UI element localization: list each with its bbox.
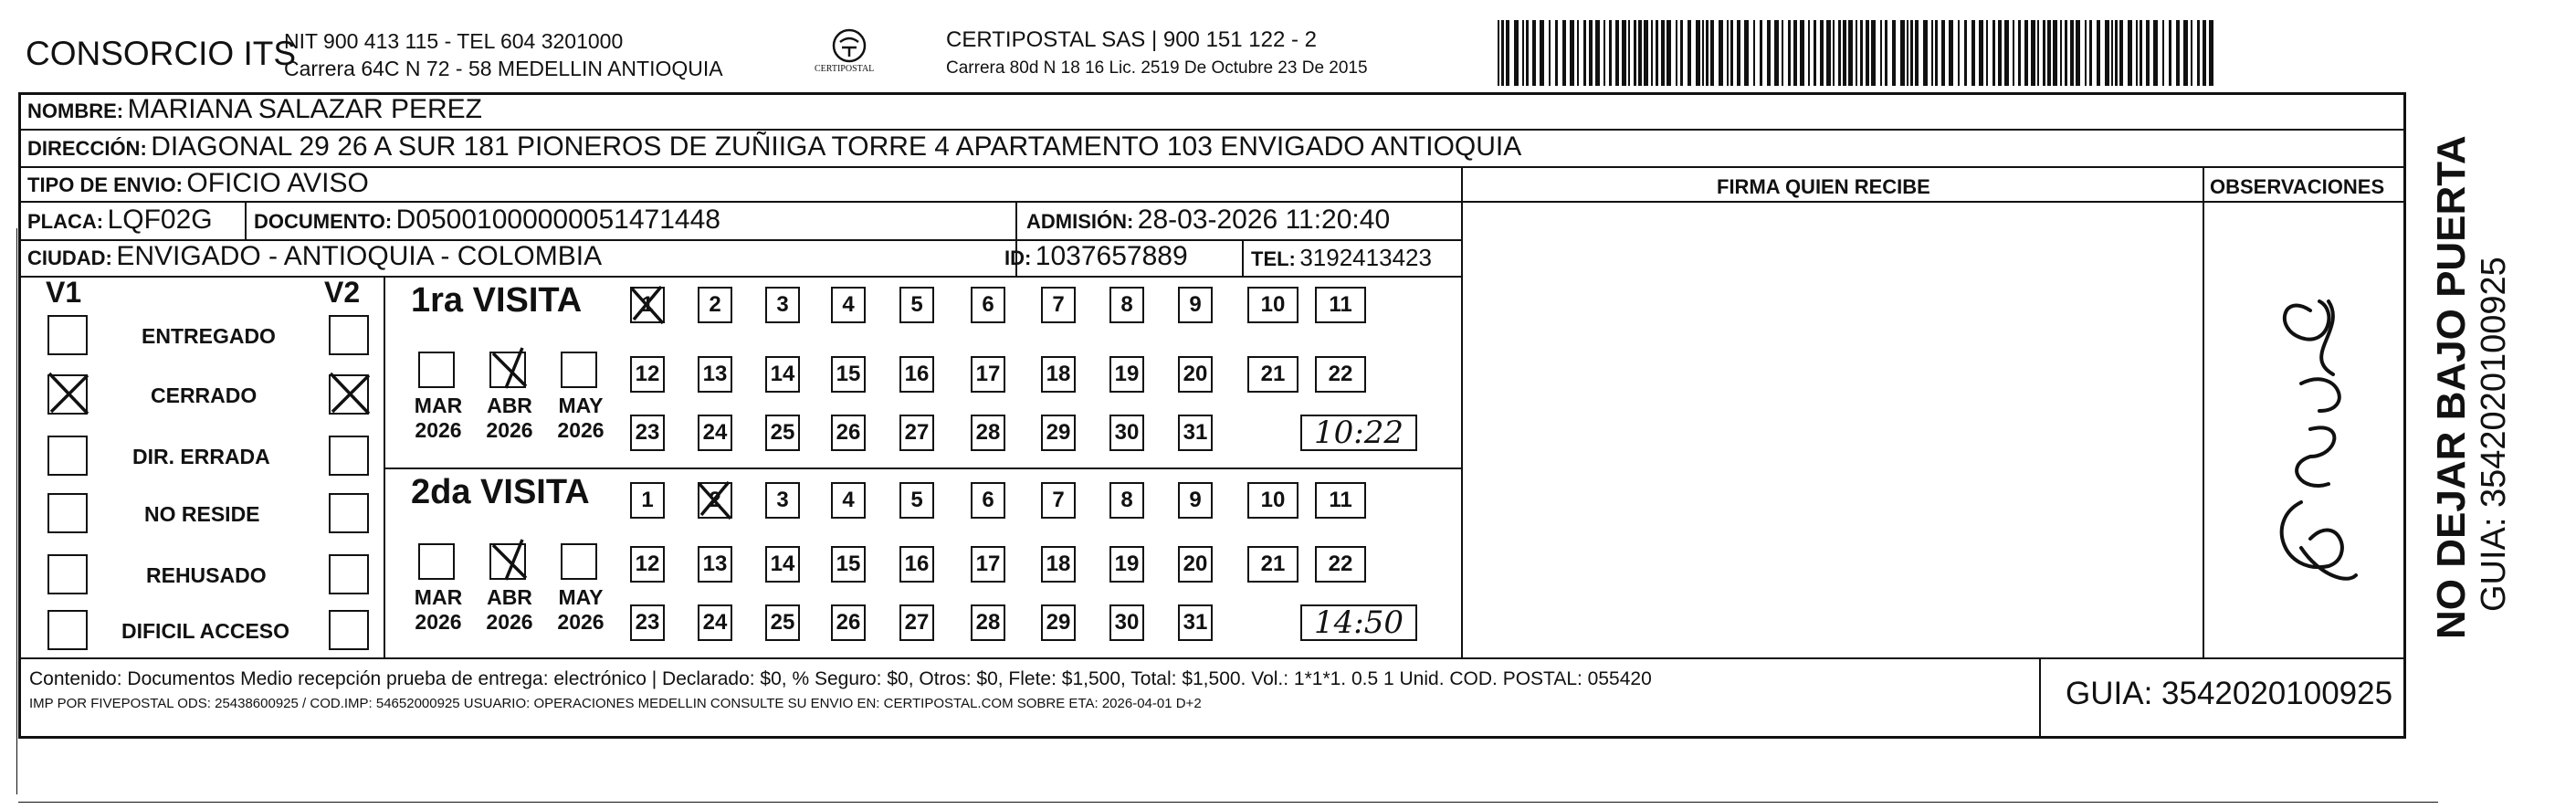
calendar-day-27[interactable]: 27 bbox=[899, 604, 934, 641]
status-option-label: REHUSADO bbox=[146, 563, 267, 587]
month-label bbox=[411, 585, 466, 635]
barcode-bar bbox=[1964, 20, 1967, 86]
v2-label: V2 bbox=[324, 276, 361, 309]
direccion-value: DIAGONAL 29 26 A SUR 181 PIONEROS DE ZUÑIIGA TORRE 4 APARTAMENTO 103 ENVIGADO ANTIOQUIA bbox=[151, 131, 1522, 162]
row-placa bbox=[27, 205, 213, 236]
barcode-bar bbox=[1992, 20, 1995, 86]
v2-checkbox[interactable] bbox=[329, 315, 369, 355]
barcode-bar bbox=[1737, 20, 1740, 86]
direccion-label: DIRECCIÓN: bbox=[27, 137, 147, 160]
calendar-day-17[interactable]: 17 bbox=[971, 546, 1005, 583]
admision-label: ADMISIÓN: bbox=[1026, 210, 1134, 233]
calendar-day-4[interactable]: 4 bbox=[831, 287, 866, 323]
calendar-day-26[interactable]: 26 bbox=[831, 604, 866, 641]
barcode-bar bbox=[2183, 20, 2188, 86]
calendar-day-4[interactable]: 4 bbox=[831, 482, 866, 519]
barcode-bar bbox=[1910, 20, 1913, 86]
divider bbox=[384, 276, 385, 657]
firma-header: FIRMA QUIEN RECIBE bbox=[1717, 175, 1930, 198]
calendar-day-5[interactable]: 5 bbox=[899, 482, 934, 519]
barcode-bar bbox=[1923, 20, 1928, 86]
calendar-day-27[interactable]: 27 bbox=[899, 415, 934, 451]
barcode-bar bbox=[2115, 20, 2118, 86]
barcode-bar bbox=[1688, 20, 1691, 86]
status-option-label: NO RESIDE bbox=[144, 502, 260, 526]
check-mark bbox=[694, 477, 736, 522]
calendar-day-14[interactable]: 14 bbox=[765, 546, 800, 583]
barcode-bar bbox=[1782, 20, 1783, 86]
divider bbox=[18, 129, 2406, 131]
month-label bbox=[482, 394, 537, 443]
calendar-day-24[interactable]: 24 bbox=[698, 604, 732, 641]
barcode-bar bbox=[1719, 20, 1723, 86]
side-guia: GUIA: 3542020100925 bbox=[2475, 257, 2513, 612]
barcode-bar bbox=[1826, 20, 1831, 86]
month-name: ABR bbox=[487, 585, 532, 609]
barcode-bar bbox=[1638, 20, 1642, 86]
footer-imp: IMP POR FIVEPOSTAL ODS: 25438600925 / COD.IMP: 54652000925 USUARIO: OPERACIONES MEDELLIN CONSULTE SU ENVIO EN: CERTIPOSTAL.COM SOBRE ETA: 2026-04-01 D+2 bbox=[29, 696, 1202, 711]
month-year: 2026 bbox=[415, 610, 462, 634]
barcode-bar bbox=[1744, 20, 1749, 86]
barcode-bar bbox=[1843, 20, 1846, 86]
barcode-bar bbox=[2089, 20, 2092, 86]
observaciones-header: OBSERVACIONES bbox=[2210, 175, 2385, 198]
tipo-value: OFICIO AVISO bbox=[186, 168, 369, 198]
calendar-day-12[interactable]: 12 bbox=[630, 546, 665, 583]
barcode-bar bbox=[1931, 20, 1933, 86]
barcode-bar bbox=[1892, 20, 1896, 86]
barcode-bar bbox=[2153, 20, 2158, 86]
barcode-bar bbox=[2209, 20, 2213, 86]
placa-label: PLACA: bbox=[27, 210, 104, 233]
divider bbox=[18, 276, 1461, 278]
month-year: 2026 bbox=[415, 418, 462, 442]
placa-value: LQF02G bbox=[107, 205, 213, 235]
barcode-bar bbox=[2191, 20, 2192, 86]
v2-checkbox[interactable] bbox=[329, 493, 369, 533]
barcode-bar bbox=[1971, 20, 1975, 86]
barcode-bar bbox=[1628, 20, 1630, 86]
barcode-bar bbox=[1788, 20, 1791, 86]
status-option-label: CERRADO bbox=[151, 383, 258, 407]
barcode-bar bbox=[1800, 20, 1804, 86]
calendar-day-3[interactable]: 3 bbox=[765, 287, 800, 323]
month-name: ABR bbox=[487, 394, 532, 417]
calendar-day-31[interactable]: 31 bbox=[1178, 604, 1213, 641]
barcode-bar bbox=[1634, 20, 1636, 86]
divider bbox=[1461, 166, 1463, 657]
barcode-bar bbox=[2043, 20, 2045, 86]
barcode-bar bbox=[2146, 20, 2150, 86]
month-name: MAR bbox=[414, 585, 463, 609]
status-option-label: DIR. ERRADA bbox=[132, 445, 270, 468]
barcode-bar bbox=[2070, 20, 2074, 86]
barcode-bar bbox=[1986, 20, 1988, 86]
certipostal-info: CERTIPOSTAL SAS | 900 151 122 - 2 bbox=[946, 27, 1317, 52]
calendar-day-9[interactable]: 9 bbox=[1178, 482, 1213, 519]
status-option-label: ENTREGADO bbox=[142, 324, 276, 348]
barcode-bar bbox=[1848, 20, 1853, 86]
divider bbox=[1461, 201, 2406, 203]
calendar-day-16[interactable]: 16 bbox=[899, 356, 934, 393]
v1-checkbox[interactable] bbox=[47, 554, 88, 594]
barcode-bar bbox=[1949, 20, 1953, 86]
barcode-bar bbox=[2065, 20, 2067, 86]
barcode-bar bbox=[1941, 20, 1945, 86]
id-value: 1037657889 bbox=[1035, 241, 1188, 271]
barcode-bar bbox=[1577, 20, 1579, 86]
month-checkbox[interactable] bbox=[561, 543, 597, 580]
calendar-day-30[interactable]: 30 bbox=[1109, 415, 1144, 451]
calendar-day-20[interactable]: 20 bbox=[1178, 356, 1213, 393]
month-label bbox=[553, 394, 608, 443]
month-label bbox=[553, 585, 608, 635]
barcode-bar bbox=[1900, 20, 1905, 86]
divider bbox=[18, 166, 2406, 168]
barcode-bar bbox=[1774, 20, 1779, 86]
documento-label: DOCUMENTO: bbox=[254, 210, 393, 233]
barcode-bar bbox=[1562, 20, 1566, 86]
calendar-day-7[interactable]: 7 bbox=[1041, 287, 1076, 323]
barcode-bar bbox=[1808, 20, 1810, 86]
month-label bbox=[411, 394, 466, 443]
calendar-day-21[interactable]: 21 bbox=[1247, 356, 1299, 393]
divider bbox=[384, 468, 1461, 469]
row-nombre bbox=[27, 94, 482, 125]
calendar-day-9[interactable]: 9 bbox=[1178, 287, 1213, 323]
barcode-bar bbox=[1589, 20, 1593, 86]
month-checkbox[interactable] bbox=[418, 352, 455, 388]
barcode-bar bbox=[1814, 20, 1816, 86]
calendar-day-28[interactable]: 28 bbox=[971, 604, 1005, 641]
barcode-bar bbox=[2105, 20, 2109, 86]
barcode-bar bbox=[1767, 20, 1771, 86]
month-name: MAR bbox=[414, 394, 463, 417]
signature bbox=[2246, 274, 2383, 603]
row-documento bbox=[254, 205, 720, 236]
footer-content: Contenido: Documentos Medio recepción prueba de entrega: electrónico | Declarado: $0, % Seguro: $0, Otros: $0, Flete: $1,500, Total: $1,500. Vol.: 1*1*1. 0.5 1 Unid. COD. POSTAL: 055420 bbox=[29, 668, 1652, 689]
barcode-bar bbox=[2018, 20, 2021, 86]
barcode-bar bbox=[1820, 20, 1824, 86]
barcode-bar bbox=[1656, 20, 1658, 86]
barcode-bar bbox=[1979, 20, 1983, 86]
second-visit-title: 2da VISITA bbox=[411, 473, 590, 511]
ciudad-value: ENVIGADO - ANTIOQUIA - COLOMBIA bbox=[116, 241, 603, 271]
calendar-day-20[interactable]: 20 bbox=[1178, 546, 1213, 583]
month-name: MAY bbox=[558, 585, 604, 609]
row-direccion bbox=[27, 131, 1521, 163]
calendar-day-30[interactable]: 30 bbox=[1109, 604, 1144, 641]
v1-label: V1 bbox=[46, 276, 82, 309]
v2-checkbox[interactable] bbox=[329, 436, 369, 476]
calendar-day-25[interactable]: 25 bbox=[765, 604, 800, 641]
calendar-day-24[interactable]: 24 bbox=[698, 415, 732, 451]
barcode-bar bbox=[1935, 20, 1938, 86]
calendar-day-11[interactable]: 11 bbox=[1315, 482, 1366, 519]
barcode-bar bbox=[1710, 20, 1714, 86]
calendar-day-1[interactable]: 1 bbox=[630, 287, 665, 323]
calendar-day-10[interactable]: 10 bbox=[1247, 482, 1299, 519]
admision-value: 28-03-2026 11:20:40 bbox=[1137, 205, 1391, 235]
v2-checkbox[interactable] bbox=[329, 554, 369, 594]
calendar-day-13[interactable]: 13 bbox=[698, 356, 732, 393]
row-ciudad bbox=[27, 241, 602, 272]
month-year: 2026 bbox=[557, 610, 605, 634]
calendar-day-25[interactable]: 25 bbox=[765, 415, 800, 451]
calendar-day-10[interactable]: 10 bbox=[1247, 287, 1299, 323]
check-mark bbox=[486, 536, 531, 582]
calendar-day-15[interactable]: 15 bbox=[831, 356, 866, 393]
calendar-day-21[interactable]: 21 bbox=[1247, 546, 1299, 583]
barcode-bar bbox=[1856, 20, 1857, 86]
calendar-day-6[interactable]: 6 bbox=[971, 287, 1005, 323]
barcode-bar bbox=[1667, 20, 1671, 86]
barcode-bar bbox=[1871, 20, 1876, 86]
barcode-bar bbox=[1514, 20, 1519, 86]
check-mark bbox=[486, 344, 531, 390]
check-mark bbox=[46, 370, 93, 417]
calendar-day-13[interactable]: 13 bbox=[698, 546, 732, 583]
calendar-day-29[interactable]: 29 bbox=[1041, 604, 1076, 641]
barcode-bar bbox=[1702, 20, 1704, 86]
barcode-bar bbox=[1644, 20, 1648, 86]
logo-text: CERTIPOSTAL bbox=[815, 64, 875, 74]
calendar-day-18[interactable]: 18 bbox=[1041, 546, 1076, 583]
barcode-bar bbox=[1958, 20, 1960, 86]
barcode-bar bbox=[1696, 20, 1700, 86]
calendar-day-17[interactable]: 17 bbox=[971, 356, 1005, 393]
barcode-bar bbox=[2169, 20, 2171, 86]
barcode-bar bbox=[1860, 20, 1863, 86]
month-checkbox[interactable] bbox=[418, 543, 455, 580]
visit-time: 14:50 bbox=[1300, 604, 1417, 641]
check-mark bbox=[327, 370, 374, 417]
company-address: Carrera 64C N 72 - 58 MEDELLIN ANTIOQUIA bbox=[284, 57, 723, 80]
barcode-bar bbox=[2119, 20, 2123, 86]
company-name: CONSORCIO ITS bbox=[26, 35, 297, 72]
v1-checkbox[interactable] bbox=[47, 436, 88, 476]
barcode-bar bbox=[1753, 20, 1755, 86]
barcode-bar bbox=[1526, 20, 1529, 86]
nombre-label: NOMBRE: bbox=[27, 100, 124, 122]
month-name: MAY bbox=[558, 394, 604, 417]
barcode-bar bbox=[1706, 20, 1709, 86]
barcode-bar bbox=[1907, 20, 1908, 86]
barcode-bar bbox=[2060, 20, 2062, 86]
v1-checkbox[interactable] bbox=[47, 315, 88, 355]
barcode-bar bbox=[2076, 20, 2080, 86]
barcode-bar bbox=[1760, 20, 1762, 86]
barcode-bar bbox=[1522, 20, 1524, 86]
row-admision bbox=[1026, 205, 1390, 236]
month-label bbox=[482, 585, 537, 635]
first-visit-title: 1ra VISITA bbox=[411, 281, 583, 320]
row-tipo bbox=[27, 168, 369, 199]
barcode-bar bbox=[2136, 20, 2138, 86]
calendar-day-14[interactable]: 14 bbox=[765, 356, 800, 393]
barcode-bar bbox=[2047, 20, 2051, 86]
v2-checkbox[interactable] bbox=[329, 610, 369, 650]
calendar-day-23[interactable]: 23 bbox=[630, 604, 665, 641]
barcode-bar bbox=[2085, 20, 2087, 86]
footer-guia: GUIA: 3542020100925 bbox=[2066, 676, 2393, 711]
barcode-bar bbox=[2024, 20, 2028, 86]
scan-edge-line bbox=[16, 228, 17, 794]
calendar-day-28[interactable]: 28 bbox=[971, 415, 1005, 451]
barcode-bar bbox=[2111, 20, 2113, 86]
nombre-value: MARIANA SALAZAR PEREZ bbox=[127, 94, 482, 124]
barcode-bar bbox=[1570, 20, 1574, 86]
barcode-bar bbox=[1549, 20, 1551, 86]
barcode-bar bbox=[1727, 20, 1729, 86]
barcode-bar bbox=[2128, 20, 2132, 86]
calendar-day-8[interactable]: 8 bbox=[1109, 287, 1144, 323]
barcode-bar bbox=[2004, 20, 2009, 86]
barcode-bar bbox=[1833, 20, 1835, 86]
calendar-day-3[interactable]: 3 bbox=[765, 482, 800, 519]
barcode-bar bbox=[1595, 20, 1600, 86]
barcode-bar bbox=[1680, 20, 1683, 86]
barcode-bar bbox=[1622, 20, 1626, 86]
scan-bottom-line bbox=[18, 802, 2438, 803]
barcode-bar bbox=[1915, 20, 1919, 86]
tipo-label: TIPO DE ENVIO: bbox=[27, 173, 183, 196]
barcode-bar bbox=[1555, 20, 1558, 86]
barcode-bar bbox=[1501, 20, 1504, 86]
calendar-day-2[interactable]: 2 bbox=[698, 482, 732, 519]
calendar-day-22[interactable]: 22 bbox=[1315, 356, 1366, 393]
barcode-bar bbox=[1609, 20, 1612, 86]
month-year: 2026 bbox=[486, 418, 533, 442]
calendar-day-11[interactable]: 11 bbox=[1315, 287, 1366, 323]
calendar-day-2[interactable]: 2 bbox=[698, 287, 732, 323]
row-id bbox=[1004, 241, 1188, 272]
calendar-day-7[interactable]: 7 bbox=[1041, 482, 1076, 519]
v1-checkbox[interactable] bbox=[47, 493, 88, 533]
divider bbox=[18, 657, 2406, 659]
barcode-bar bbox=[1885, 20, 1887, 86]
month-year: 2026 bbox=[557, 418, 605, 442]
divider bbox=[1242, 239, 1244, 276]
visit-time: 10:22 bbox=[1300, 415, 1417, 451]
calendar-day-12[interactable]: 12 bbox=[630, 356, 665, 393]
calendar-day-19[interactable]: 19 bbox=[1109, 546, 1144, 583]
barcode-bar bbox=[1603, 20, 1605, 86]
divider bbox=[2039, 657, 2041, 739]
documento-value: D05001000000051471448 bbox=[395, 205, 720, 235]
barcode-bar bbox=[2162, 20, 2164, 86]
row-tel bbox=[1251, 244, 1432, 272]
calendar-day-26[interactable]: 26 bbox=[831, 415, 866, 451]
month-checkbox[interactable] bbox=[561, 352, 597, 388]
side-warning: NO DEJAR BAJO PUERTA bbox=[2429, 135, 2474, 639]
barcode-bar bbox=[1998, 20, 2002, 86]
barcode-bar bbox=[2197, 20, 2200, 86]
calendar-day-18[interactable]: 18 bbox=[1041, 356, 1076, 393]
divider bbox=[18, 201, 1461, 203]
barcode-bar bbox=[1532, 20, 1536, 86]
calendar-day-23[interactable]: 23 bbox=[630, 415, 665, 451]
barcode-bar bbox=[1651, 20, 1653, 86]
tel-label: TEL: bbox=[1251, 247, 1296, 270]
v1-checkbox[interactable] bbox=[47, 610, 88, 650]
barcode-bar bbox=[1838, 20, 1841, 86]
calendar-day-19[interactable]: 19 bbox=[1109, 356, 1144, 393]
barcode-bar bbox=[1540, 20, 1544, 86]
calendar-day-8[interactable]: 8 bbox=[1109, 482, 1144, 519]
barcode-bar bbox=[2013, 20, 2014, 86]
divider bbox=[245, 201, 247, 239]
calendar-day-15[interactable]: 15 bbox=[831, 546, 866, 583]
calendar-day-16[interactable]: 16 bbox=[899, 546, 934, 583]
calendar-day-1[interactable]: 1 bbox=[630, 482, 665, 519]
id-label: ID: bbox=[1004, 247, 1032, 269]
barcode-bar bbox=[2176, 20, 2180, 86]
barcode-bar bbox=[1498, 20, 1499, 86]
barcode-bar bbox=[1866, 20, 1869, 86]
barcode-bar bbox=[1676, 20, 1677, 86]
barcode-bar bbox=[2037, 20, 2039, 86]
barcode-bar bbox=[1880, 20, 1882, 86]
calendar-day-6[interactable]: 6 bbox=[971, 482, 1005, 519]
calendar-day-5[interactable]: 5 bbox=[899, 287, 934, 323]
company-nit: NIT 900 413 115 - TEL 604 3201000 bbox=[284, 29, 624, 53]
month-year: 2026 bbox=[486, 610, 533, 634]
barcode-bar bbox=[2053, 20, 2057, 86]
calendar-day-29[interactable]: 29 bbox=[1041, 415, 1076, 451]
certipostal-license: Carrera 80d N 18 16 Lic. 2519 De Octubre 23 De 2015 bbox=[946, 58, 1368, 78]
barcode-bar bbox=[2203, 20, 2206, 86]
barcode-bar bbox=[1615, 20, 1619, 86]
barcode-bar bbox=[1730, 20, 1733, 86]
barcode-bar bbox=[1793, 20, 1797, 86]
barcode-bar bbox=[1506, 20, 1509, 86]
barcode-bar bbox=[2097, 20, 2100, 86]
ciudad-label: CIUDAD: bbox=[27, 247, 112, 269]
barcode-bar bbox=[1583, 20, 1586, 86]
check-mark bbox=[626, 281, 668, 327]
tel-value: 3192413423 bbox=[1299, 244, 1432, 271]
barcode bbox=[1498, 20, 2219, 86]
calendar-day-31[interactable]: 31 bbox=[1178, 415, 1213, 451]
barcode-bar bbox=[2140, 20, 2142, 86]
barcode-bar bbox=[2031, 20, 2035, 86]
calendar-day-22[interactable]: 22 bbox=[1315, 546, 1366, 583]
divider bbox=[2203, 166, 2204, 657]
barcode-bar bbox=[1661, 20, 1665, 86]
certipostal-logo bbox=[813, 26, 886, 80]
status-option-label: DIFICIL ACCESO bbox=[121, 619, 290, 643]
